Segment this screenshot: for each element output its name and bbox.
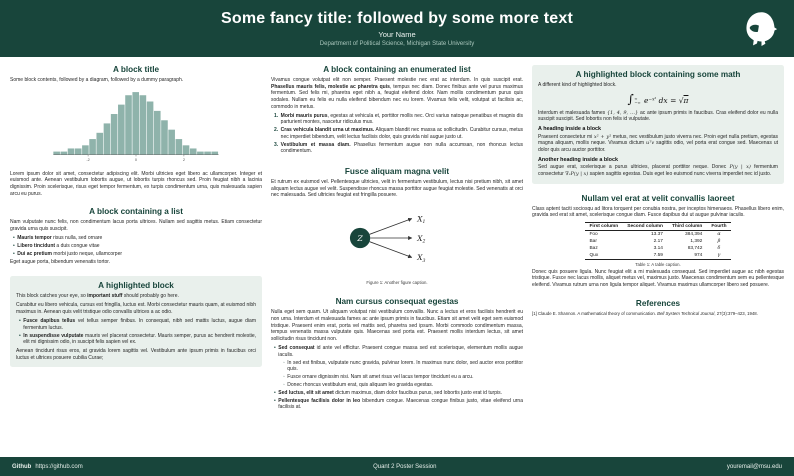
list-item-rest: bibendum congue. Maecenas congue finibus justo, vitae eleifend urna facilisis at. <box>278 397 523 411</box>
list-item <box>19 333 256 346</box>
svg-text:2: 2 <box>182 157 185 162</box>
figure-table <box>532 222 784 267</box>
list-item-text: Donec rhoncus vestibulum erat, quis aliquam leo gravida egestas. <box>287 382 434 388</box>
list-item-lead: Vestibulum et massa diam. <box>280 141 351 148</box>
block-title: A block title <box>112 65 160 74</box>
sub-list-item <box>283 374 523 381</box>
author-name: Your Name <box>378 30 416 39</box>
block-title: A block containing a list <box>89 207 183 217</box>
block-text <box>16 293 256 300</box>
lower-limit: −∞ <box>634 99 641 105</box>
msu-spartan-logo <box>742 9 781 48</box>
block-text: Nam vulputate nunc felis, non condimentum lacus porta ultrices. Nullam sed sagittis metus. Etiam consectetur gravida urna quis suscipit. <box>10 219 262 232</box>
column-3 <box>532 65 784 449</box>
block-text: A different kind of highlighted block. <box>538 82 617 88</box>
block-nam-cursus <box>271 297 523 413</box>
block-heading: A heading inside a block <box>538 126 602 133</box>
histogram-chart <box>45 87 227 164</box>
dag-target-label: $X_1$ <box>417 214 426 225</box>
figure-caption: Figure 1: Another figure caption. <box>366 280 428 286</box>
equals-sign: = <box>670 96 679 106</box>
list-item-text <box>17 251 262 258</box>
block-table <box>532 194 784 289</box>
item-number: 3. <box>274 141 279 148</box>
svg-text:-2: -2 <box>86 157 90 162</box>
bullet-list <box>10 235 262 257</box>
inline-math: x² + y² <box>593 133 612 140</box>
block-fusce-aliquam <box>271 167 523 287</box>
block-text <box>271 77 523 110</box>
text-segment: fermentum consectetur <box>538 164 778 178</box>
block-enumerated-list <box>271 65 523 157</box>
bullet-icon: • <box>13 235 15 242</box>
differential: dx <box>656 96 671 106</box>
footer-session-label: Quant 2 Poster Session <box>373 463 437 470</box>
list-item-text <box>17 235 262 242</box>
block-text: Aenean tincidunt risus eros, at gravida lorem sagittis vel. Vestibulum ante ipsum primis in faucibus orci luctus et ultrices posuere cubilia Curae; <box>16 347 256 361</box>
list-item-text: In sed est finibus, vulputate nunc gravida, pulvinar lorem. In maximus nunc dolor, sed auctor eros porttitor quis. <box>287 359 523 373</box>
figure-histogram <box>10 87 262 169</box>
bullet-icon: • <box>19 332 21 339</box>
list-item-rest: Phasellus fermentum augue non nulla accumsan, non rhoncus lectus condimentum. <box>280 141 523 155</box>
text-segment: , tempus nec diam. Donec finibus ante vel purus maximus fermentum. Sed felis mi, pharetra eget nibh a, feugiat eleifend dolor. Nam mollis condimentum purus quis sodales. Nullam eu felis eu nulla eleifend bibendum nec eu lorem. Vivamus felis velit, volutpat ut facilisis ac, commodo in metus. <box>271 83 523 110</box>
list-item-text <box>23 333 256 346</box>
poster-body <box>0 57 794 457</box>
list-item <box>13 243 262 250</box>
list-item <box>274 345 523 358</box>
block-a-block-title <box>10 65 262 197</box>
poster-title: Some fancy title: followed by some more text <box>221 10 573 27</box>
reference-text: Claude E. Shannon. A mathematical theory of communication. <box>537 310 658 316</box>
table-cell: γ <box>707 252 731 260</box>
inline-math: P(y | x) <box>729 164 751 171</box>
list-item-lead: Morbi mauris purus <box>280 112 328 119</box>
list-item-rest: dictum maximus, diam dolor faucibus purus, sed lobortis justo erat id turpis. <box>333 389 502 396</box>
list-item-lead: Mauris tempor <box>17 235 52 242</box>
dag-edge <box>370 242 412 258</box>
dag-node-label: Z <box>357 233 363 243</box>
item-number: 2. <box>274 127 279 134</box>
block-title: Nam cursus consequat egestas <box>335 297 459 307</box>
table-header-row <box>585 222 731 230</box>
block-title: A highlighted block <box>98 281 174 291</box>
reference-number: [1] <box>532 310 538 316</box>
list-item-rest: vel tellus semper finibus. In consequat, nibh sed mattis luctus, augue diam fermentum luctus. <box>23 318 256 331</box>
block-title: Fusce aliquam magna velit <box>344 167 450 177</box>
table-cell: 13.37 <box>650 232 663 238</box>
inline-math: uᵀv <box>646 140 655 147</box>
text-segment: Interdum et malesuada fames <box>538 109 607 116</box>
list-item-rest: Aliquam blandit nec massa ac sollicitudin. Curabitur cursus, metus nec imperdiet bibendum, velit lectus facilisis dolor, quis gravida nisl augue justo ut. <box>280 127 523 140</box>
radical-sign: √ <box>678 96 684 106</box>
table-row <box>585 238 731 245</box>
sub-bullet-icon: ◦ <box>283 359 285 366</box>
table-cell: 974 <box>667 252 706 260</box>
reference-journal: Bell System Technical Journal <box>657 310 715 316</box>
inline-math: {1, 4, 9, …} <box>606 109 639 116</box>
table-cell: α <box>717 232 721 238</box>
integral-sign: ∫ <box>627 92 634 107</box>
list-item-rest: a duis congue vitae <box>55 242 100 249</box>
list-item-rest: morbi justo neque, ullamcorper <box>52 250 123 257</box>
column-1 <box>10 65 262 449</box>
sub-list-item <box>283 360 523 373</box>
text-bold: Phasellus mauris felis, molestie ac pharetra quis <box>271 83 390 90</box>
upper-limit: ∞ <box>634 95 638 101</box>
list-item-lead: Libero tincidunt <box>17 242 56 249</box>
table-cell: 83,742 <box>687 246 703 252</box>
list-item-text <box>278 345 523 358</box>
list-item <box>274 142 523 155</box>
display-equation <box>538 92 778 106</box>
table-cell: Qux <box>585 252 623 260</box>
list-item <box>274 127 523 140</box>
list-item-lead: Dui ac pretium <box>17 250 52 257</box>
institute: Department of Political Science, Michigan State University <box>319 41 475 47</box>
block-text: Eget augue porta, bibendum venenatis tortor. <box>10 259 111 266</box>
list-item-lead: Sed consequat <box>278 345 315 352</box>
list-item-text <box>278 390 523 397</box>
list-item-text <box>281 127 523 140</box>
block-text <box>538 110 778 123</box>
integrand: e <box>641 96 649 106</box>
table-cell: 7.59 <box>623 252 668 260</box>
list-item <box>19 318 256 331</box>
text-segment: should probably go here. <box>122 293 179 300</box>
table-row <box>585 231 731 239</box>
bullet-icon: • <box>13 250 15 257</box>
list-item <box>274 113 523 126</box>
table-cell: Foo <box>589 232 598 238</box>
block-text: Donec quis posuere ligula. Nunc feugiat elit a mi malesuada consequat. Sed imperdiet augue ac nibh egestas tristique. Fusce nec lacus mollis, aliquet metus vel, maximus justo. Maecenas condimentum sem eu pellentesque eleifend. Vivamus rutrum urna non ligula tempor aliquet. Vivamus maximus ullamcorper libero sed posuere. <box>532 268 784 289</box>
bullet-list <box>271 345 523 411</box>
list-item-text: Fusce ornare dignissim nisi. Nam sit amet risus vel lacus tempor tincidunt eu a arcu. <box>287 374 474 381</box>
reference-tail: , 27(3):379–423, 1948. <box>714 310 758 316</box>
sub-bullet-icon: ◦ <box>283 382 285 388</box>
github-url-link[interactable]: https://github.com <box>35 463 83 470</box>
bullet-icon: • <box>274 389 276 396</box>
list-item-lead: In suspendisse vulputate <box>23 332 84 339</box>
numbered-list <box>271 113 523 155</box>
table-cell: Baz <box>589 246 598 252</box>
list-item <box>274 390 523 397</box>
poster-footer <box>0 457 794 476</box>
block-text: Curabitur eu libero vehicula, cursus est fringilla, luctus est. Morbi consectetur mauris quam, at euismod nibh maximus in. Aenean quis velit tristique odio convallis ultrices a ac odio. <box>16 302 256 315</box>
block-text: Some block contents, followed by a diagram, followed by a dummy paragraph. <box>10 77 184 83</box>
block-containing-a-list <box>10 207 262 266</box>
table-cell: Bar <box>589 239 597 245</box>
exponent: −x² <box>648 97 657 103</box>
list-item-rest: id ante vel efficitur. Praesent congue massa sed est scelerisque, elementum mollis augue iaculis. <box>278 345 523 358</box>
radicand: π <box>683 96 689 106</box>
table-cell: 1,392 <box>690 239 703 245</box>
block-text: Nulla eget sem quam. Ut aliquam volutpat nisi vestibulum convallis. Nunc a lectus et eros facilisis hendrerit eu non urna. Interdum et malesuada fames ac ante ipsum primis in faucibus. Etiam sit amet velit eget sem euismod tristique. Praesent enim erat, porta vel mattis sed, pharetra sed ipsum. Morbi commodo condimentum massa, tempus venenatis massa vulputate quis. Maecenas sed porta est. Praesent mollis interdum lectus, sit amet sollicitudin risus tincidunt non. <box>271 309 523 342</box>
bullet-icon: • <box>19 318 21 325</box>
text-segment: sapien sagittis egestas. Duis eget leo euismod nunc viverra imperdiet nec id justo. <box>588 171 772 178</box>
table-cell: β <box>717 239 721 245</box>
list-item-lead: Pellentesque facilisis dolor in leo <box>278 397 361 404</box>
block-text: Et rutrum ex euismod vel. Pellentesque ultricies, velit in fermentum vestibulum, lectus nisi pretium nibh, sit amet aliquam lectus augue vel velit. Suspendisse rhoncus massa porttitor augue feugiat molestie. Sed venenatis at orci nec malesuada. Sed ultricies feugiat est fringilla posuere. <box>271 179 523 199</box>
list-item-rest: mauris vel placerat consectetur. Mauris semper, purus ac hendrerit molestie, elit mi dignissim odio, in suscipit felis sapien vel ex. <box>23 332 256 346</box>
bullet-icon: • <box>274 345 276 352</box>
text-segment: Praesent consectetur mi <box>538 133 594 140</box>
list-item-text <box>281 113 523 126</box>
list-item-lead: Sed luctus, elit sit amet <box>278 389 334 396</box>
poster-header <box>0 0 794 57</box>
table-row <box>585 245 731 252</box>
footer-github <box>12 464 83 470</box>
dag-target-label: $X_3$ <box>417 253 426 264</box>
list-item-text <box>17 243 262 250</box>
list-item-rest: risus nulla, sed ornare <box>51 235 103 242</box>
list-item-text <box>278 398 523 411</box>
table-cell: δ <box>717 246 721 252</box>
text-segment: Vivamus congue volutpat elit non semper. Praesent molestie nec erat ac interdum. In quis suscipit erat. <box>271 77 523 83</box>
table-header-cell: Fourth <box>707 222 731 230</box>
table-cell: 384,394 <box>685 232 703 238</box>
block-text <box>538 164 778 177</box>
text-segment: Sed augue erat, scelerisque a purus ultricies, placerat porttitor neque. Donec <box>538 164 730 171</box>
list-item-rest: , egestas at vehicula et, porttitor mollis nec. Orci varius natoque penatibus et magnis dis parturient montes, nascetur ridiculus mus. <box>280 112 523 126</box>
list-item <box>13 251 262 258</box>
list-item-text <box>281 142 523 155</box>
block-title: A highlighted block containing some math <box>575 70 741 79</box>
block-text: Class aptent taciti sociosqu ad litora torquent per conubia nostra, per inceptos himenaeos. Phasellus libero enim, gravida sed erat sit amet, scelerisque congue diam. Fusce dapibus dui ut augue pulvinar iaculis. <box>532 205 784 219</box>
block-title: Nullam vel erat at velit convallis laoreet <box>581 193 735 203</box>
highlighted-block <box>10 276 262 367</box>
dag-diagram <box>323 202 471 274</box>
block-heading: Another heading inside a block <box>538 156 618 163</box>
block-references <box>532 299 784 317</box>
bullet-icon: • <box>13 242 15 249</box>
bullet-icon: • <box>274 397 276 404</box>
block-text <box>538 134 778 154</box>
bullet-list <box>16 318 256 346</box>
figure-dag <box>271 202 523 286</box>
list-item-lead: Fusce dapibus tellus <box>23 318 76 325</box>
inline-math: ∇ₓP(y | x) <box>565 171 589 178</box>
column-2 <box>271 65 523 449</box>
block-title: A block containing an enumerated list <box>323 65 471 74</box>
footer-email-link[interactable]: youremail@msu.edu <box>726 463 782 470</box>
dag-edge <box>370 219 412 235</box>
list-item <box>274 398 523 411</box>
text-segment: sagittis odio, vel porta erat congue sed. Maecenas ut dolor quis arcu auctor porttitor. <box>538 140 778 153</box>
block-title: References <box>635 298 681 308</box>
item-number: 1. <box>274 112 279 119</box>
results-table <box>585 222 731 260</box>
table-caption: Table 1: A table caption. <box>635 261 681 267</box>
table-header-cell: Third column <box>667 222 706 230</box>
svg-text:0: 0 <box>134 157 138 162</box>
text-segment: metus, nec vestibulum justo viverra nec. Proin eget nulla pretium, egestas magna aliquam, mollis neque. Vivamus dictum <box>538 133 778 147</box>
integral-limits <box>634 97 640 105</box>
text-segment: This block catches your eye, so <box>16 293 88 300</box>
table-header-cell: First column <box>585 222 623 230</box>
reference-entry <box>532 311 784 317</box>
table-row <box>585 252 731 260</box>
list-item-lead: Cras vehicula blandit urna ut maximus. <box>280 127 375 134</box>
table-header-cell: Second column <box>623 222 668 230</box>
dag-target-label: $X_2$ <box>417 233 426 245</box>
table-cell: 2.17 <box>653 239 663 245</box>
list-item <box>13 235 262 242</box>
text-segment: ac ante ipsum primis in faucibus. Cras eleifend dolor eu nulla suscipit suscipit. Sed lobortis non felis id vulputate. <box>538 109 778 123</box>
github-label: Github <box>12 463 32 470</box>
list-item-text <box>23 318 256 331</box>
highlighted-math-block <box>532 65 784 184</box>
table-cell: 3.14 <box>653 246 663 252</box>
sub-list-item <box>283 382 523 389</box>
block-text: Lorem ipsum dolor sit amet, consectetur adipiscing elit. Morbi ultricies eget libero ac ullamcorper. Integer et euismod ante. Aenean vestibulum lobortis augue, ut lobortis turpis rhoncus sed. Proin feugiat nibh a lacinia dignissim. Proin scelerisque, risus eget tempor fermentum, ex turpis condimentum urna, quis malesuada sapien arcu eu purus. <box>10 170 262 197</box>
text-bold: important stuff <box>87 293 123 300</box>
sub-bullet-icon: ◦ <box>283 374 285 381</box>
